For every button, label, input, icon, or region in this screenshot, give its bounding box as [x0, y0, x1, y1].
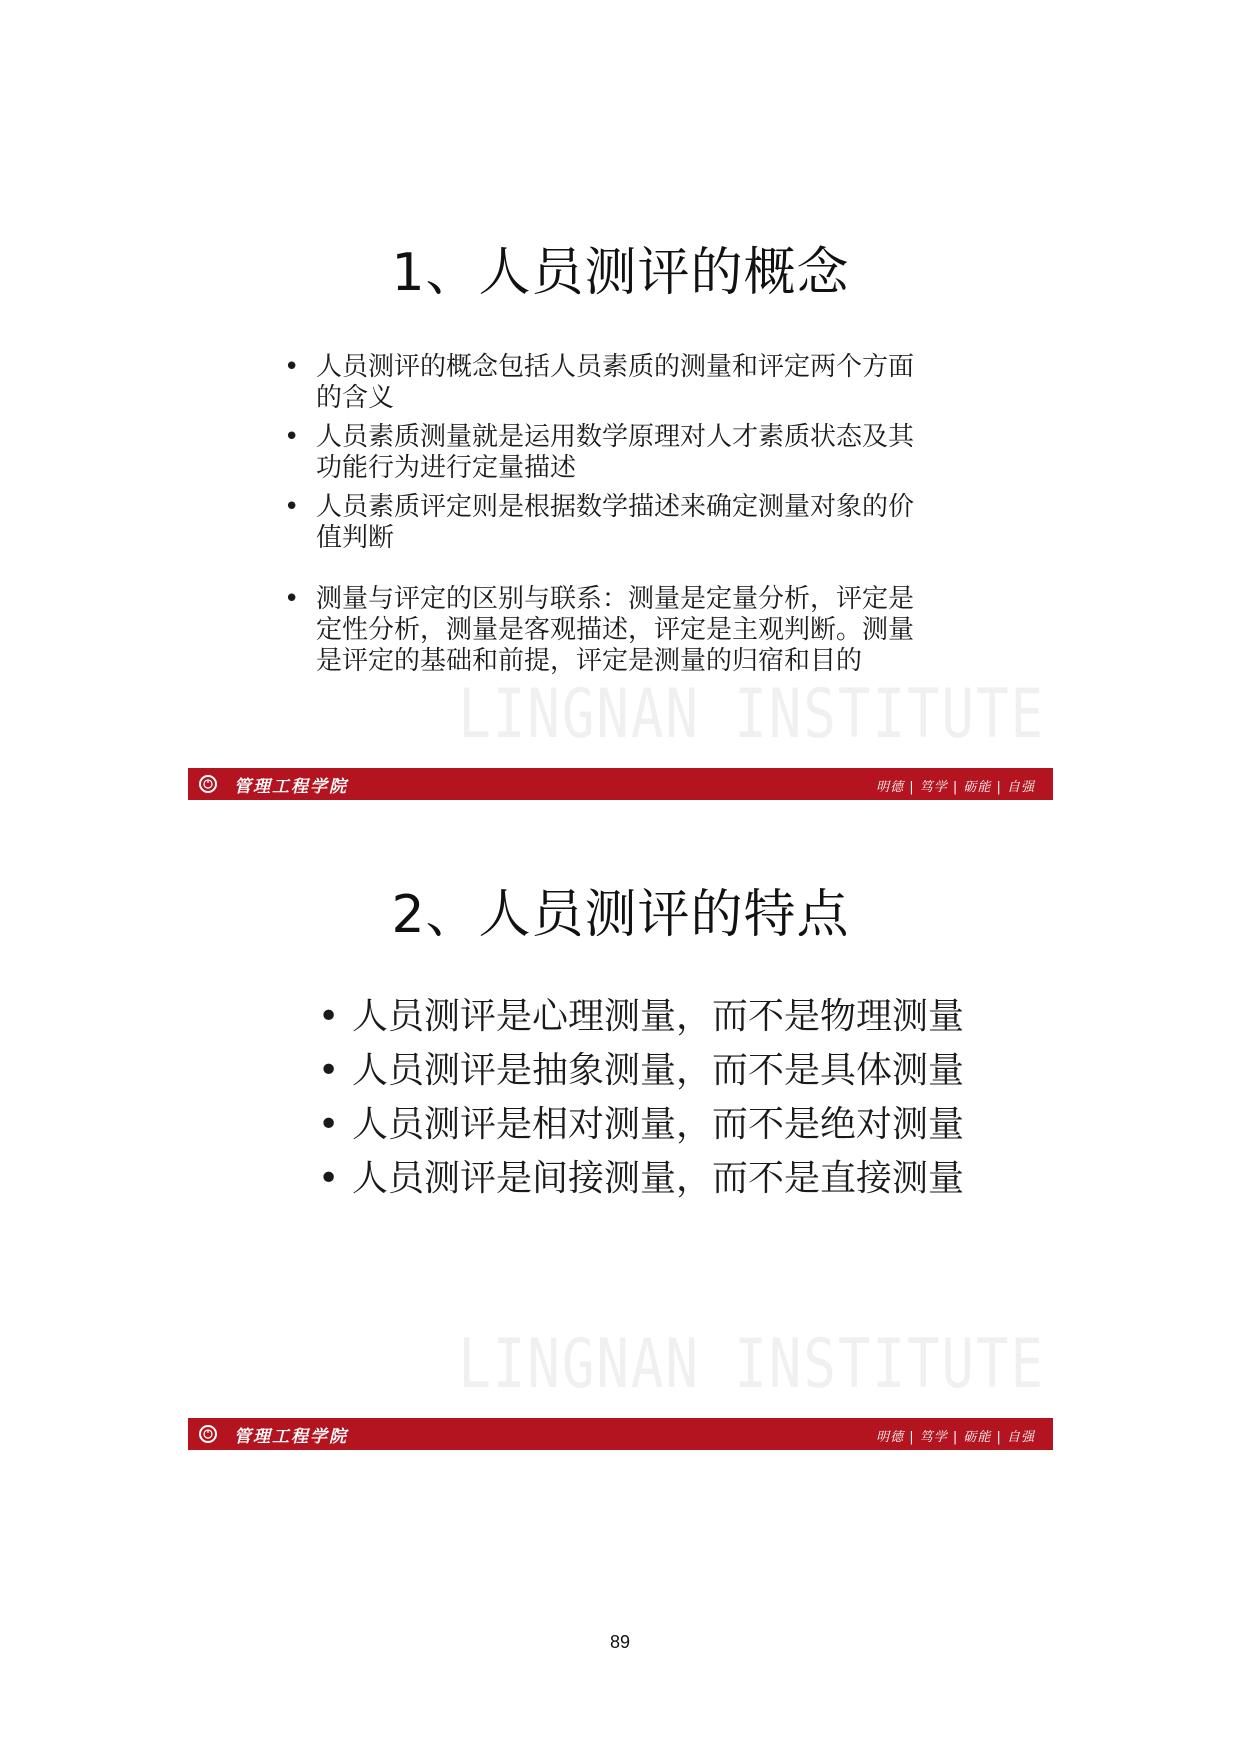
school-name: 管理工程学院	[234, 1427, 348, 1447]
bullet-text: 人员测评的概念包括人员素质的测量和评定两个方面的含义	[316, 352, 915, 413]
bullet-text: 人员测评是抽象测量，而不是具体测量	[352, 1050, 965, 1091]
bullet-dot: •	[284, 422, 300, 452]
school-seal-icon	[198, 1424, 218, 1444]
slide-title: 2、人员测评的特点	[391, 885, 850, 945]
bullet-text: 测量与评定的区别与联系：测量是定量分析，评定是定性分析，测量是客观描述，评定是主观判断。测量是评定的基础和前提，评定是测量的归宿和目的	[316, 584, 915, 676]
school-motto: 明德 | 笃学 | 砺能 | 自强	[876, 1430, 1035, 1445]
bullet-dot: •	[284, 584, 300, 614]
list-item	[284, 584, 936, 677]
bullet-list	[284, 352, 936, 685]
bullet-list	[318, 990, 1032, 1206]
school-name: 管理工程学院	[234, 777, 348, 797]
watermark: LINGNAN INSTITUTE	[458, 1324, 1045, 1403]
list-item	[284, 352, 936, 414]
bullet-dot: •	[318, 1158, 340, 1199]
slide-2	[188, 850, 1053, 1450]
footer-bar	[188, 1418, 1053, 1450]
bullet-dot: •	[318, 1104, 340, 1145]
bullet-dot: •	[284, 492, 300, 522]
bullet-dot: •	[284, 352, 300, 382]
bullet-dot: •	[318, 1050, 340, 1091]
school-seal-icon	[198, 774, 218, 794]
list-item	[284, 492, 936, 554]
list-item	[318, 1044, 1032, 1098]
list-item	[318, 1152, 1032, 1206]
slide-title: 1、人员测评的概念	[391, 243, 850, 303]
slide-1	[188, 200, 1053, 800]
bullet-text: 人员素质测量就是运用数学原理对人才素质状态及其功能行为进行定量描述	[316, 422, 915, 483]
bullet-dot: •	[318, 996, 340, 1037]
school-motto: 明德 | 笃学 | 砺能 | 自强	[876, 780, 1035, 795]
bullet-text: 人员素质评定则是根据数学描述来确定测量对象的价值判断	[316, 492, 915, 553]
bullet-text: 人员测评是相对测量，而不是绝对测量	[352, 1104, 965, 1145]
page-number: 89	[609, 1632, 631, 1652]
list-item	[284, 422, 936, 484]
list-item	[318, 1098, 1032, 1152]
list-item	[318, 990, 1032, 1044]
bullet-text: 人员测评是间接测量，而不是直接测量	[352, 1158, 965, 1199]
footer-bar	[188, 768, 1053, 800]
bullet-text: 人员测评是心理测量，而不是物理测量	[352, 996, 965, 1037]
watermark: LINGNAN INSTITUTE	[458, 674, 1045, 753]
